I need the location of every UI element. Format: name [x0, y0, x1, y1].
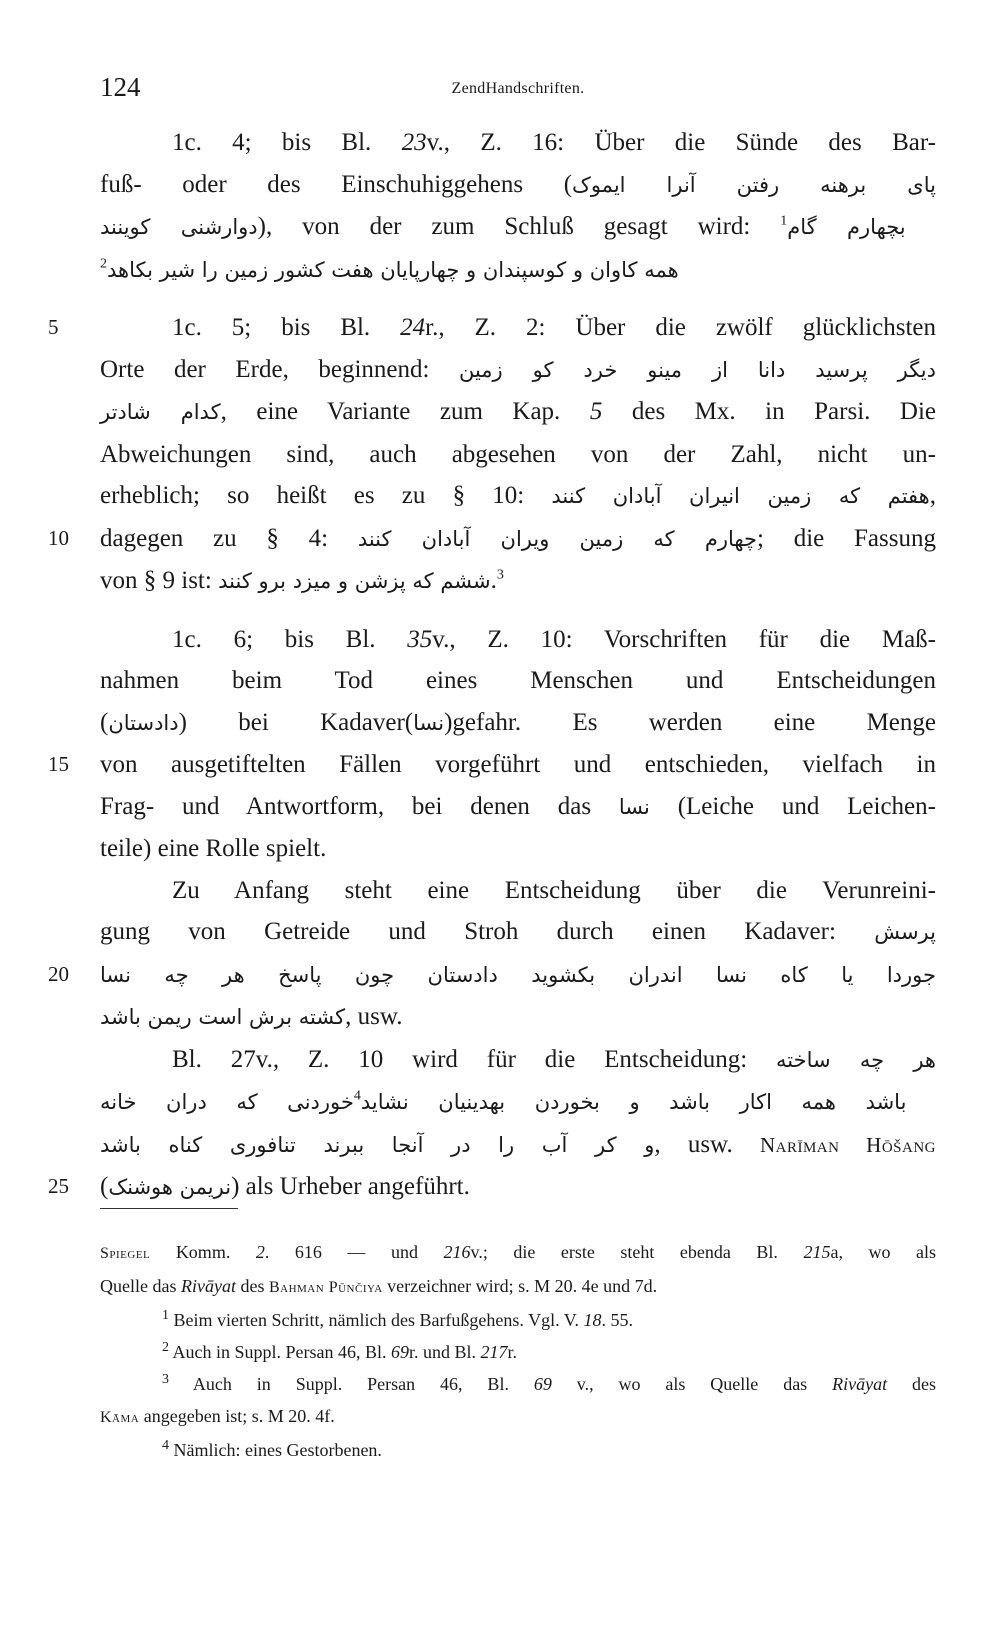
text-line [100, 828, 936, 870]
persian-text: نسا [413, 710, 445, 735]
text-line [48, 518, 936, 561]
page-number: 124 [100, 72, 141, 102]
text-line [100, 391, 936, 434]
italic-text: 35 [407, 625, 433, 653]
persian-text: هر چه ساخته [776, 1047, 936, 1072]
text-line [100, 1081, 936, 1124]
paragraph [48, 1039, 936, 1209]
small-caps-name: Spiegel [100, 1245, 151, 1262]
text-line [100, 660, 936, 702]
text-run: (Leiche und Leichen- [649, 792, 936, 820]
footnote [100, 1368, 936, 1434]
footnote-marker: 4 [162, 1438, 169, 1453]
line-number: 5 [48, 315, 59, 339]
main-text [48, 122, 937, 1209]
text-line [100, 560, 936, 603]
text-run: , usw. [345, 1003, 403, 1030]
persian-text: دیگر پرسید دانا از مینو خرد کو زمین [458, 357, 936, 382]
text-line [100, 1270, 936, 1304]
footnote-marker: 4 [353, 1088, 361, 1104]
text-run: v., Z. 10: Vorschriften für die Maß- [432, 625, 936, 653]
text-line [100, 996, 936, 1039]
text-run: ; die Fassung [757, 524, 936, 552]
text-run: dagegen zu § 4: [100, 524, 358, 552]
small-caps-name: Kāma [100, 1409, 140, 1426]
persian-text: باشد همه اکار باشد و بخوردن بهدینیان نشاید [360, 1090, 936, 1114]
text-run: Komm. [150, 1242, 256, 1262]
running-head: ZendHandschriften. [451, 80, 585, 97]
text-run: . 616 — und [264, 1242, 444, 1262]
footnote-marker: 3 [496, 567, 504, 583]
footnote-marker: 1 [162, 1308, 169, 1323]
italic-text: 217 [480, 1342, 508, 1362]
text-line [100, 434, 936, 476]
text-line [48, 744, 936, 786]
italic-text: Rivāyat [180, 1276, 236, 1296]
text-line [100, 349, 936, 392]
italic-text: 69 [391, 1342, 410, 1362]
persian-text: دادستان [108, 710, 179, 735]
italic-text: Rivāyat [832, 1374, 888, 1394]
text-run: Beim vierten Schritt, nämlich des Barfußgehens. Vgl. V. [169, 1310, 584, 1330]
footnote-marker: 3 [162, 1372, 169, 1387]
text-run: , usw. [654, 1130, 760, 1158]
persian-text: نسا [618, 794, 650, 819]
italic-text: 69 [533, 1374, 552, 1394]
text-run: erheblich; so heißt es zu § 10: [100, 482, 552, 509]
footnote [100, 1434, 936, 1466]
persian-text: ششم که پزشن و میزد برو کنند [218, 569, 491, 593]
text-run: a, wo als [830, 1242, 936, 1262]
text-line [100, 249, 936, 292]
text-line [100, 1434, 936, 1466]
paragraph [48, 307, 936, 603]
text-run: r. [507, 1342, 518, 1362]
footnote [100, 1236, 936, 1304]
text-line [100, 786, 936, 829]
persian-text: همه کاوان و کوسپندان و چهارپایان هفت کشور زمین را شیر بکاهد [107, 257, 679, 282]
persian-text: نریمن هوشنک [108, 1175, 232, 1199]
text-run: nahmen beim Tod eines Menschen und Entscheidungen [100, 667, 936, 694]
italic-text: 23 [401, 129, 427, 156]
paragraph [48, 619, 936, 870]
text-line [100, 475, 936, 518]
text-run: ) bei Kadaver( [178, 708, 414, 736]
text-line [100, 206, 936, 249]
text-run: teile) eine Rolle spielt. [100, 835, 327, 862]
persian-text: کشته برش است ریمن باشد [100, 1005, 346, 1029]
italic-text: 2 [255, 1242, 265, 1262]
persian-text: چهارم که زمین ویران آبادان کنند [357, 526, 758, 551]
italic-text: 216 [443, 1242, 471, 1262]
text-run: Abweichungen sind, auch abgesehen von der Zahl, nicht un- [100, 440, 936, 468]
text-run: Nämlich: eines Gestorbenen. [169, 1440, 382, 1460]
text-run: 1c. 6; bis Bl. [172, 625, 408, 653]
text-run: verzeichner wird; s. M 20. 4e und 7d. [382, 1276, 658, 1296]
text-run: , eine Variante zum Kap. [220, 398, 590, 425]
footnote [100, 1304, 936, 1336]
text-line [100, 702, 936, 745]
text-run: r., Z. 2: Über die zwölf glücklichsten [425, 314, 936, 341]
footnote [100, 1336, 936, 1368]
text-run: Orte der Erde, beginnend: [100, 355, 459, 383]
line-number: 15 [48, 752, 69, 776]
persian-text: هفتم که زمین انیران آبادان کنند [551, 484, 930, 508]
text-run: ( [100, 1173, 109, 1200]
text-run: ( [100, 708, 109, 736]
text-run: . [490, 567, 497, 594]
text-run: Frag- und Antwortform, bei denen das [100, 792, 619, 820]
text-run: 1c. 5; bis Bl. [172, 314, 401, 341]
persian-text: دوارشنی کوینند [100, 215, 258, 239]
text-run: ), von der zum Schluß gesagt wird: [257, 213, 781, 240]
text-run: des Mx. in Parsi. Die [602, 398, 936, 425]
persian-text: خوردنی که دران خانه [100, 1090, 354, 1114]
page-header [100, 72, 936, 112]
text-run: ) als Urheber angeführt. [231, 1173, 470, 1200]
persian-text: کدام شادتر [100, 400, 221, 424]
italic-text: 215 [803, 1242, 831, 1262]
text-line [100, 1336, 936, 1368]
persian-text: پای برهنه رفتن آنرا ایموک [572, 172, 936, 197]
footnote-rule [100, 1208, 238, 1209]
text-run: 1c. 4; bis Bl. [172, 129, 402, 156]
text-run: des [235, 1276, 269, 1296]
text-run: Zu Anfang steht eine Entscheidung über die Verunreini- [172, 876, 936, 904]
text-line [100, 619, 936, 661]
persian-text: پرسش [874, 920, 936, 944]
text-line [100, 870, 936, 912]
text-line [100, 1039, 936, 1082]
italic-text: 24 [400, 314, 426, 341]
text-run: von ausgetiftelten Fällen vorgeführt und entschieden, vielfach in [100, 751, 936, 778]
text-run: angegeben ist; s. M 20. 4f. [139, 1406, 335, 1426]
line-number: 20 [48, 961, 69, 986]
text-run: v., Z. 16: Über die Sünde des Bar- [426, 129, 937, 156]
text-run: Bl. 27v., Z. 10 wird für die Entscheidung: [172, 1045, 776, 1073]
italic-text: 5 [589, 398, 603, 425]
text-run: Quelle das [100, 1276, 181, 1296]
text-run: gung von Getreide und Stroh durch einen Kadaver: [100, 918, 875, 945]
persian-text: جوردا یا کاه نسا اندران بکشوید دادستان چون پاسخ هر چه نسا [100, 962, 936, 987]
text-line [100, 1236, 936, 1270]
text-line [100, 1124, 936, 1167]
text-run: )gefahr. Es werden eine Menge [444, 708, 936, 736]
text-run: r. und Bl. [409, 1342, 481, 1362]
text-line [100, 911, 936, 954]
text-line [48, 1166, 936, 1209]
footnote-marker: 2 [162, 1340, 169, 1355]
paragraph [48, 870, 936, 1039]
text-line [100, 122, 936, 164]
footnotes [100, 1236, 936, 1466]
paragraph [100, 122, 936, 291]
footnote-marker: 2 [100, 256, 107, 272]
text-run: fuß- oder des Einschuhiggehens ( [100, 170, 573, 198]
text-run: v., wo als Quelle das [551, 1374, 833, 1394]
text-line [48, 954, 936, 997]
text-line [100, 1304, 936, 1336]
persian-text: و کر آب را در آنجا ببرند تنافوری کناه باشد [100, 1132, 655, 1157]
text-run: . 55. [601, 1310, 633, 1330]
text-run: Auch in Suppl. Persan 46, Bl. [169, 1374, 534, 1394]
italic-text: 18 [583, 1310, 602, 1330]
line-number: 10 [48, 525, 69, 550]
text-run: des [887, 1374, 936, 1394]
footnote-marker: 1 [780, 213, 788, 229]
text-line [100, 1400, 936, 1434]
text-line [100, 1368, 936, 1400]
text-run: v.; die erste steht ebenda Bl. [470, 1242, 804, 1262]
text-run: Auch in Suppl. Persan 46, Bl. [169, 1342, 392, 1362]
persian-text: بچهارم گام [787, 215, 937, 239]
text-run: von § 9 ist: [100, 567, 219, 594]
text-run: , [929, 482, 936, 509]
text-line [48, 307, 936, 349]
small-caps-name: Narīman Hōšang [759, 1132, 936, 1157]
small-caps-name: Bahman Pūnčiya [268, 1279, 383, 1296]
text-line [100, 164, 936, 207]
line-number: 25 [48, 1174, 69, 1198]
